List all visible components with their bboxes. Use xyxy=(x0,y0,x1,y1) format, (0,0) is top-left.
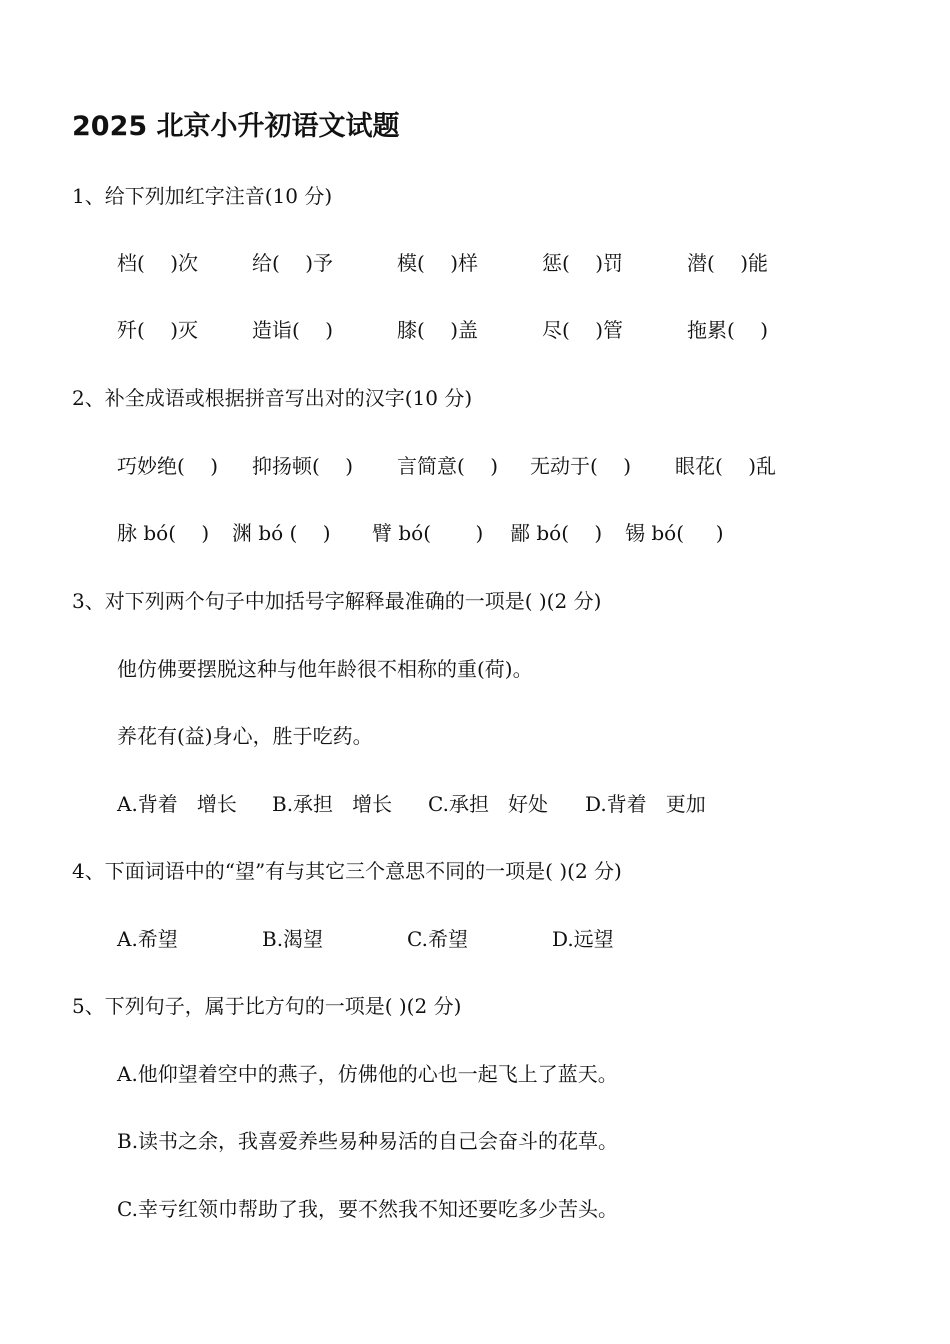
q3-option: B.承担 增长 xyxy=(272,792,393,816)
q1-heading: 1、给下列加红字注音(10 分) xyxy=(72,184,333,208)
q1-item: 造诣( ) xyxy=(252,318,334,342)
q2-item: 锡 bó( ) xyxy=(625,521,724,545)
q1-row2 xyxy=(117,316,837,344)
q3-heading: 3、对下列两个句子中加括号字解释最准确的一项是( )(2 分) xyxy=(72,589,602,613)
q3-option: A.背着 增长 xyxy=(117,792,237,816)
q5-option-a: A.他仰望着空中的燕子，仿佛他的心也一起飞上了蓝天。 xyxy=(117,1062,618,1086)
q1-item: 潜( )能 xyxy=(687,251,769,275)
q4-option: D.远望 xyxy=(552,927,614,951)
q2-heading: 2、补全成语或根据拼音写出对的汉字(10 分) xyxy=(72,386,473,410)
q1-item: 拖累( ) xyxy=(687,318,769,342)
q1-item: 惩( )罚 xyxy=(542,251,624,275)
page-title: 2025 北京小升初语文试题 xyxy=(72,111,400,142)
q2-row2 xyxy=(117,519,837,547)
q2-item: 脉 bó( ) xyxy=(117,521,210,545)
q4-option: A.希望 xyxy=(117,927,178,951)
q2-item: 臂 bó( ) xyxy=(372,521,484,545)
q2-row1 xyxy=(117,452,837,480)
q2-item: 巧妙绝( ) xyxy=(117,454,219,478)
q1-item: 歼( )灭 xyxy=(117,318,199,342)
q3-sentence-2: 养花有(益)身心，胜于吃药。 xyxy=(117,724,373,748)
q2-item: 无动于( ) xyxy=(530,454,632,478)
q3-option: D.背着 更加 xyxy=(585,792,706,816)
q1-item: 尽( )管 xyxy=(542,318,624,342)
q2-item: 渊 bó ( ) xyxy=(232,521,331,545)
q4-heading: 4、下面词语中的“望”有与其它三个意思不同的一项是( )(2 分) xyxy=(72,859,622,883)
q4-option: C.希望 xyxy=(407,927,468,951)
q5-option-b: B.读书之余，我喜爱养些易种易活的自己会奋斗的花草。 xyxy=(117,1129,619,1153)
q3-option: C.承担 好处 xyxy=(428,792,549,816)
q4-options xyxy=(117,925,837,953)
q2-item: 言简意( ) xyxy=(397,454,499,478)
q2-item: 鄙 bó( ) xyxy=(510,521,603,545)
q2-item: 眼花( )乱 xyxy=(675,454,777,478)
q3-options xyxy=(117,790,837,818)
q5-option-c: C.幸亏红领巾帮助了我，要不然我不知还要吃多少苦头。 xyxy=(117,1197,618,1221)
q5-heading: 5、下列句子，属于比方句的一项是( )(2 分) xyxy=(72,994,462,1018)
q1-item: 模( )样 xyxy=(397,251,479,275)
q1-item: 档( )次 xyxy=(117,251,199,275)
q1-item: 给( )予 xyxy=(252,251,334,275)
q1-row1 xyxy=(117,249,837,277)
q1-item: 膝( )盖 xyxy=(397,318,479,342)
q2-item: 抑扬顿( ) xyxy=(252,454,354,478)
q4-option: B.渴望 xyxy=(262,927,324,951)
q3-sentence-1: 他仿佛要摆脱这种与他年龄很不相称的重(荷)。 xyxy=(117,657,533,681)
